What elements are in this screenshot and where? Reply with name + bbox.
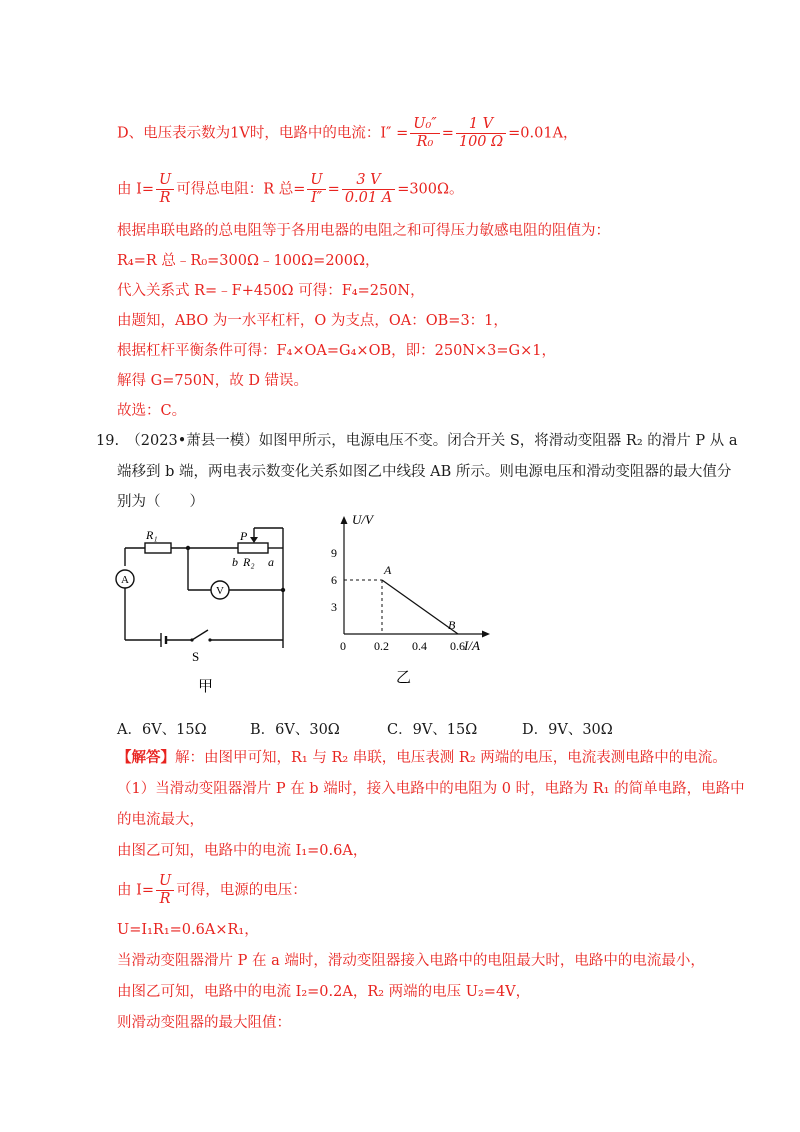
answer-line-9: 则滑动变阻器的最大阻值： <box>117 1015 291 1031</box>
y-tick-label: 3 <box>331 600 337 614</box>
text: 解：由图甲可知，R₁ 与 R₂ 串联，电压表测 R₂ 两端的电压，电流表测电路中的电流。 <box>175 750 727 766</box>
fraction <box>456 116 506 151</box>
fraction-denominator: R₀ <box>416 134 434 150</box>
junction-dot <box>281 588 285 592</box>
text: = <box>441 125 454 142</box>
text: D、电压表示数为1V时，电路中的电流：I″ = <box>117 125 409 142</box>
text: 由 I= <box>117 181 154 198</box>
ammeter-label: A <box>121 574 129 586</box>
fraction-denominator: 0.01 A <box>344 190 393 206</box>
option-c[interactable]: C．9V、15Ω <box>387 722 478 738</box>
answer-line-4: 由图乙可知，电路中的电流 I₁=0.6A， <box>117 843 368 859</box>
text: =300Ω。 <box>397 181 464 198</box>
junction-dot <box>186 546 190 550</box>
p-label: P <box>240 529 248 543</box>
fraction-denominator: I″ <box>310 190 323 206</box>
figure-label-jia: 甲 <box>198 679 214 695</box>
option-d[interactable]: D．9V、30Ω <box>522 722 613 738</box>
text: =0.01A， <box>508 125 578 142</box>
circuit-diagram <box>108 518 308 698</box>
option-b[interactable]: B．6V、30Ω <box>250 722 340 738</box>
b-label: b <box>232 555 238 569</box>
answer-line-6: U=I₁R₁=0.6A×R₁， <box>117 922 259 938</box>
answer-line-7: 当滑动变阻器滑片 P 在 a 端时，滑动变阻器接入电路中的电阻最大时，电路中的电流最小， <box>117 953 705 969</box>
ui-graph <box>320 512 510 692</box>
part-d-line-9: 故选：C。 <box>117 403 187 419</box>
voltmeter-label: V <box>216 585 224 597</box>
x-tick-label: 0.2 <box>374 639 389 653</box>
text: 可得，电源的电压： <box>176 882 307 899</box>
x-tick-label: 0 <box>340 639 346 653</box>
point-label-a: A <box>384 563 392 577</box>
fraction <box>410 116 439 151</box>
fraction-numerator: U <box>307 172 325 190</box>
slider-arrow-icon <box>250 537 258 543</box>
option-a[interactable]: A．6V、15Ω <box>117 722 207 738</box>
answer-line-1 <box>117 748 727 768</box>
series-line-ab <box>382 580 458 634</box>
a-label: a <box>268 555 274 569</box>
fraction-numerator: U <box>156 873 174 891</box>
q19-line-3: 别为（ ） <box>117 494 204 510</box>
answer-line-3: 的电流最大， <box>117 812 204 828</box>
answer-line-5 <box>117 873 307 908</box>
fraction <box>307 172 325 207</box>
figure-label-yi: 乙 <box>396 670 412 686</box>
part-d-line-4: R₄=R 总﹣R₀=300Ω﹣100Ω=200Ω， <box>117 253 380 269</box>
switch-pivot <box>190 638 193 641</box>
answer-line-8: 由图乙可知，电路中的电流 I₂=0.2A，R₂ 两端的电压 U₂=4V， <box>117 984 531 1000</box>
part-d-line-3: 根据串联电路的总电阻等于各用电器的电阻之和可得压力敏感电阻的阻值为： <box>117 223 610 239</box>
r2-label: R₂ <box>243 555 255 569</box>
fraction-denominator: R <box>159 190 171 206</box>
q19-line-2: 端移到 b 端，两电表示数变化关系如图乙中线段 AB 所示。则电源电压和滑动变阻器的最大值分 <box>117 464 732 480</box>
fraction-numerator: 1 V <box>456 116 506 134</box>
part-d-line-6: 由题知，ABO 为一水平杠杆，O 为支点，OA：OB=3：1， <box>117 313 508 329</box>
y-tick-label: 6 <box>331 573 337 587</box>
x-tick-label: 0.6 <box>450 639 465 653</box>
y-axis-label: U/V <box>352 512 373 527</box>
switch-label: S <box>192 649 200 664</box>
part-d-line-5: 代入关系式 R=﹣F+450Ω 可得：F₄=250N， <box>117 283 425 299</box>
y-axis-arrow-icon <box>341 516 348 524</box>
fraction-denominator: R <box>159 891 171 907</box>
part-d-line-8: 解得 G=750N，故 D 错误。 <box>117 373 309 389</box>
part-d-line-1 <box>117 116 578 151</box>
fraction <box>342 172 395 207</box>
x-axis-label: I/A <box>464 638 480 653</box>
point-label-b: B <box>448 618 456 632</box>
fraction-denominator: 100 Ω <box>458 134 504 150</box>
fraction-numerator: U₀″ <box>410 116 439 134</box>
fraction <box>156 172 174 207</box>
part-d-line-2 <box>117 172 464 207</box>
fraction <box>156 873 174 908</box>
x-tick-label: 0.4 <box>412 639 427 653</box>
part-d-line-7: 根据杠杆平衡条件可得：F₄×OA=G₄×OB，即：250N×3=G×1， <box>117 343 556 359</box>
text: 由 I= <box>117 882 154 899</box>
y-tick-label: 9 <box>331 546 337 560</box>
text: = <box>327 181 340 198</box>
q19-line-1: 19. （2023•萧县一模）如图甲所示，电源电压不变。闭合开关 S，将滑动变阻器 R₂ 的滑片 P 从 a <box>96 433 738 449</box>
switch-contact <box>208 638 211 641</box>
fraction-numerator: U <box>156 172 174 190</box>
answer-tag: 【解答】 <box>117 749 175 766</box>
answer-line-2: （1）当滑动变阻器滑片 P 在 b 端时，接入电路中的电阻为 0 时，电路为 R₁ 的简单电路，电路中 <box>117 781 745 797</box>
r1-label: R₁ <box>146 528 158 542</box>
x-axis-arrow-icon <box>482 631 490 638</box>
fraction-numerator: 3 V <box>342 172 395 190</box>
text: 可得总电阻：R 总= <box>176 181 306 198</box>
